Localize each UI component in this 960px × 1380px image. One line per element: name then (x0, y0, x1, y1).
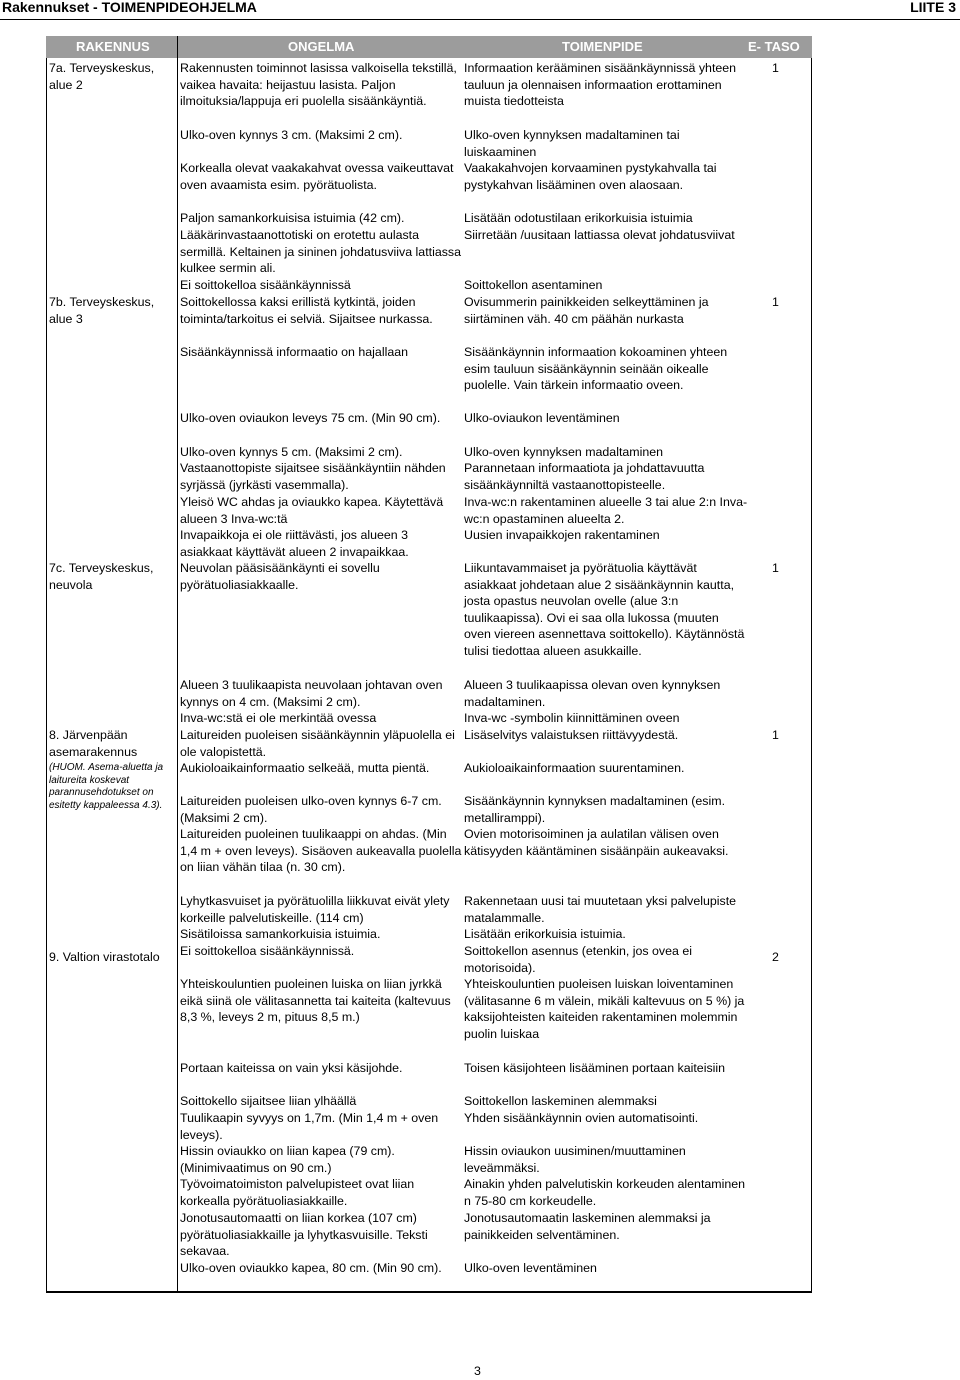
action-cell: Informaation kerääminen sisäänkäynnissä yhteen tauluun ja olennaisen informaation erottaminen muista tiedotteista (464, 61, 737, 109)
table-header (46, 36, 812, 58)
action-cell: Soittokellon asennus (etenkin, jos ovea ei motorisoida). (464, 944, 692, 975)
problem-cell: Yhteiskouluntien puoleinen luiska on liian jyrkkä eikä siinä ole välitasannetta tai kaiteita (kaltevuus 8,3 %, leveys 2 m, pituus 8,5 m.) (180, 977, 451, 1025)
problem-cell: Laitureiden puoleisen ulko-oven kynnys 6-7 cm. (Maksimi 2 cm). (180, 794, 442, 825)
building-8-note: (HUOM. Asema-aluetta ja laitureita koskevat parannusehdotukset on esitetty kappaleessa 4.3). (49, 762, 164, 811)
problem-cell: Paljon samankorkuisisa istuimia (42 cm). (180, 211, 405, 225)
action-cell: Ulko-oven kynnyksen madaltaminen tai luiskaaminen (464, 128, 680, 159)
document-title: Rakennukset - TOIMENPIDEOHJELMA (2, 0, 257, 15)
action-cell: Inva-wc -symbolin kiinnittäminen oveen (464, 711, 680, 725)
appendix-label: LIITE 3 (910, 0, 956, 15)
problem-cell: Soittokello sijaitsee liian ylhäällä (180, 1094, 357, 1108)
action-cell: Sisäänkäynnin kynnyksen madaltaminen (esim. metalliramppi). (464, 794, 726, 825)
action-cell: Ulko-oven kynnyksen madaltaminen (464, 445, 664, 459)
action-cell: Vaakakahvojen korvaaminen pystykahvalla tai pystykahvan lisääminen oven alaosaan. (464, 161, 717, 192)
problem-cell: Invapaikkoja ei ole riittävästi, jos alueen 3 asiakkaat käyttävät alueen 2 invapaikkaa. (180, 528, 409, 559)
action-cell: Sisäänkäynnin informaation kokoaminen yhteen esim tauluun sisäänkäynnin seinään oikealle puolelle. Vain tärkein informaatio oveen. (464, 345, 728, 393)
action-cell: Uusien invapaikkojen rakentaminen (464, 528, 660, 542)
building-9: 9. Valtion virastotalo (49, 950, 160, 964)
problem-cell: Yleisö WC ahdas ja oviaukko kapea. Käytettävä alueen 3 Inva-wc:tä (180, 495, 444, 526)
problem-cell: Laitureiden puoleinen tuulikaappi on ahdas. (Min 1,4 m + oven leveys). Sisäoven aukeavalla puolella on liian vähän tilaa (n. 30 cm). (180, 827, 462, 875)
building-7b: 7b. Terveyskeskus, alue 3 (49, 295, 155, 326)
action-cell: Ulko-oven leventäminen (464, 1261, 597, 1275)
level-9: 2 (772, 950, 779, 964)
action-cell: Aukioloaikainformaation suurentaminen. (464, 761, 685, 775)
problem-cell: Ulko-oven oviaukon leveys 75 cm. (Min 90 cm). (180, 411, 441, 425)
building-8: 8. Järvenpään asemarakennus (49, 728, 138, 759)
header-toimenpide: TOIMENPIDE (562, 39, 643, 54)
action-cell: Lisätään erikorkuisia istuimia. (464, 927, 626, 941)
title-divider (0, 19, 960, 20)
problem-cell: Hissin oviaukko on liian kapea (79 cm). (Minimivaatimus on 90 cm.) (180, 1144, 395, 1175)
action-cell: Lisäselvitys valaistuksen riittävyydestä. (464, 728, 679, 742)
problem-cell: Laitureiden puoleisen sisäänkäynnin yläpuolella ei ole valopistettä. (180, 728, 455, 759)
problem-cell: Sisätiloissa samankorkuisia istuimia. (180, 927, 381, 941)
problem-cell: Soittokellossa kaksi erillistä kytkintä, joiden toiminta/tarkoitus ei selviä. Sijaitsee nurkassa. (180, 295, 433, 326)
action-cell: Rakennetaan uusi tai muutetaan yksi palvelupiste matalammalle. (464, 894, 737, 925)
problem-cell: Alueen 3 tuulikaapista neuvolaan johtavan oven kynnys on 4 cm. (Maksimi 2 cm). (180, 678, 443, 709)
problem-cell: Työvoimatoimiston palvelupisteet ovat liian korkealla pyörätuoliasiakkaille. (180, 1177, 415, 1208)
action-cell: Yhteiskouluntien puoleisen luiskan loiventaminen (välitasanne 6 m välein, mikäli kaltevuus on 5 %) ja kaksijohteisten kaiteiden rakentaminen molemmin puolin luiskaa (464, 977, 745, 1041)
level-7b: 1 (772, 295, 779, 309)
page-number: 3 (474, 1364, 481, 1378)
action-cell: Ulko-oviaukon leventäminen (464, 411, 620, 425)
action-cell: Ainakin yhden palvelutiskin korkeuden alentaminen n 75-80 cm korkeudelle. (464, 1177, 746, 1208)
action-cell: Toisen käsijohteen lisääminen portaan kaiteisiin (464, 1061, 726, 1075)
action-cell: Siirretään /uusitaan lattiassa olevat johdatusviivat (464, 228, 735, 242)
action-cell: Yhden sisäänkäynnin ovien automatisointi. (464, 1111, 699, 1125)
action-cell: Alueen 3 tuulikaapissa olevan oven kynnyksen madaltaminen. (464, 678, 721, 709)
action-cell: Hissin oviaukon uusiminen/muuttaminen leveämmäksi. (464, 1144, 686, 1175)
action-cell: Liikuntavammaiset ja pyörätuolia käyttävät asiakkaat johdetaan alue 2 sisäänkäynnin kautta, josta opastus neuvolan ovelle (alue 3:n tuulikaapissa). Ovi ei saa olla lukossa (muuten oven viereen asennettava soittokello). Käytännöstä tulisi tiedottaa alueen asukkaille. (464, 561, 745, 658)
action-cell: Ovien motorisoiminen ja aulatilan välisen oven kätisyyden kääntäminen sisäänpäin aukeavaksi. (464, 827, 729, 858)
problem-cell: Lyhytkasvuiset ja pyörätuolilla liikkuvat eivät ylety korkeille palvelutiskeille. (114 cm) (180, 894, 450, 925)
problem-cell: Ulko-oven kynnys 5 cm. (Maksimi 2 cm). (180, 445, 403, 459)
table-bottom-border (46, 1292, 812, 1293)
problem-cell: Ulko-oven oviaukko kapea, 80 cm. (Min 90 cm). (180, 1261, 442, 1275)
problem-cell: Portaan kaiteissa on vain yksi käsijohde. (180, 1061, 403, 1075)
action-cell: Ovisummerin painikkeiden selkeyttäminen ja siirtäminen väh. 40 cm päähän nurkasta (464, 295, 709, 326)
problem-cell: Ei soittokelloa sisäänkäynnissä (180, 278, 351, 292)
action-cell: Soittokellon laskeminen alemmaksi (464, 1094, 657, 1108)
problem-cell: Inva-wc:stä ei ole merkintää ovessa (180, 711, 377, 725)
problem-cell: Korkealla olevat vaakakahvat ovessa vaikeuttavat oven avaamista esim. pyörätuolista. (180, 161, 454, 192)
problem-cell: Tuulikaapin syvyys on 1,7m. (Min 1,4 m + oven leveys). (180, 1111, 439, 1142)
header-rakennus: RAKENNUS (76, 39, 150, 54)
action-cell: Inva-wc:n rakentaminen alueelle 3 tai alue 2:n Inva-wc:n opastaminen alueelta 2. (464, 495, 748, 526)
problem-cell: Neuvolan pääsisäänkäynti ei sovellu pyörätuoliasiakkaalle. (180, 561, 380, 592)
building-7c: 7c. Terveyskeskus, neuvola (49, 561, 154, 592)
action-cell: Lisätään odotustilaan erikorkuisia istuimia (464, 211, 693, 225)
column-divider (177, 36, 178, 1292)
problem-cell: Sisäänkäynnissä informaatio on hajallaan (180, 345, 408, 359)
level-7c: 1 (772, 561, 779, 575)
header-ongelma: ONGELMA (288, 39, 355, 54)
level-7a: 1 (772, 61, 779, 75)
problem-cell: Ei soittokelloa sisäänkäynnissä. (180, 944, 355, 958)
problem-cell: Jonotusautomaatti on liian korkea (107 cm) pyörätuoliasiakkaille ja lyhytkasvuisille. Teksti sekavaa. (180, 1211, 428, 1259)
action-cell: Jonotusautomaatin laskeminen alemmaksi ja painikkeiden selventäminen. (464, 1211, 711, 1242)
problem-cell: Rakennusten toiminnot lasissa valkoisella tekstillä, vaikea havaita: heijastuu lasista. Paljon ilmoituksia/lappuja eri puolella sisäänkäyntiä. (180, 61, 457, 109)
header-etaso: E- TASO (748, 39, 800, 54)
building-7a: 7a. Terveyskeskus, alue 2 (49, 61, 155, 92)
level-8: 1 (772, 728, 779, 742)
action-cell: Parannetaan informaatiota ja johdattavuutta sisäänkäynniltä vastaanottopisteelle. (464, 461, 705, 492)
title-bar (0, 0, 960, 16)
problem-cell: Vastaanottopiste sijaitsee sisäänkäyntiin nähden syrjässä (jyrkästi vasemmalla). (180, 461, 446, 492)
action-cell: Soittokellon asentaminen (464, 278, 603, 292)
problem-cell: Aukioloaikainformaatio selkeää, mutta pientä. (180, 761, 430, 775)
problem-cell: Ulko-oven kynnys 3 cm. (Maksimi 2 cm). (180, 128, 403, 142)
problem-cell: Lääkärinvastaanottotiski on erotettu aulasta sermillä. Keltainen ja sininen johdatusviiva lattiassa kulkee sermin ali. (180, 228, 462, 276)
